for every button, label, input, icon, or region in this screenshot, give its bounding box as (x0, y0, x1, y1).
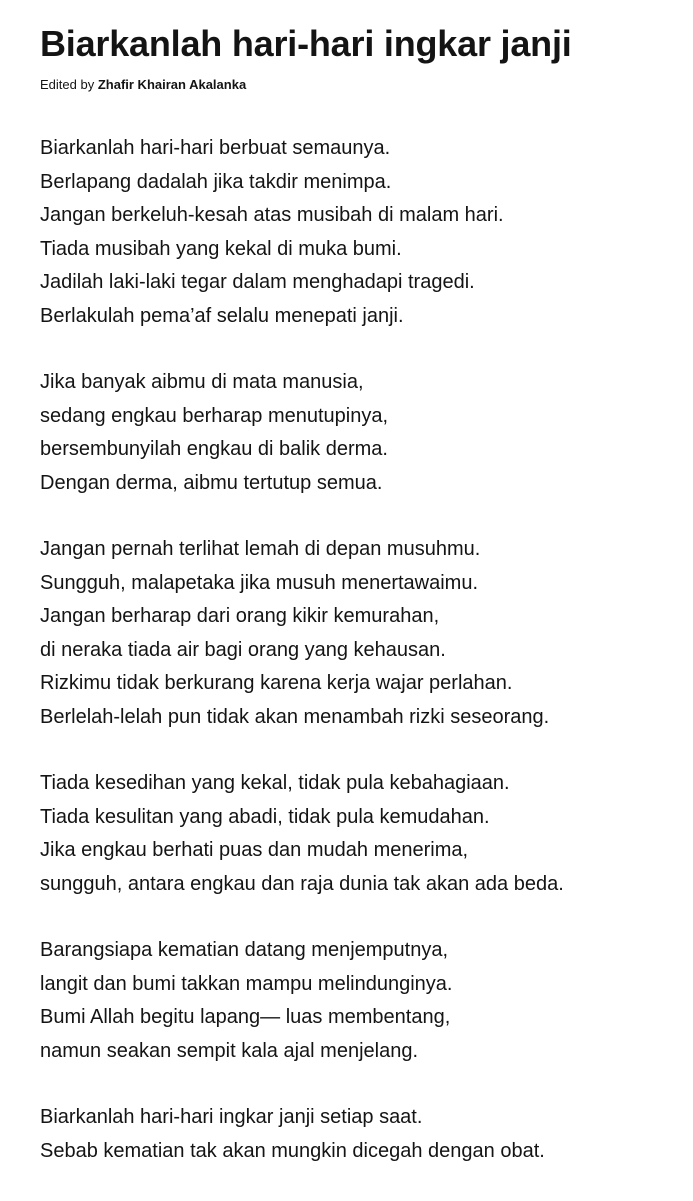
poem-line: di neraka tiada air bagi orang yang kehausan. (40, 638, 446, 661)
poem-line: Berlelah-lelah pun tidak akan menambah rizki seseorang. (40, 705, 550, 728)
poem-line: Berlakulah pema’af selalu menepati janji. (40, 304, 404, 327)
poem-line: Dengan derma, aibmu tertutup semua. (40, 471, 383, 494)
byline-prefix: Edited by (40, 77, 98, 92)
poem-line: Sebab kematian tak akan mungkin dicegah dengan obat. (40, 1139, 545, 1162)
poem-line: Biarkanlah hari-hari ingkar janji setiap saat. (40, 1106, 423, 1128)
poem-line: Rizkimu tidak berkurang karena kerja wajar perlahan. (40, 672, 513, 694)
poem-line: Biarkanlah hari-hari berbuat semaunya. (40, 137, 391, 159)
poem-line: Berlapang dadalah jika takdir menimpa. (40, 170, 392, 193)
poem-stanza (40, 533, 680, 734)
poem-body (40, 132, 680, 1201)
document-title: Biarkanlah hari-hari ingkar janji (40, 23, 572, 64)
poem-line: namun seakan sempit kala ajal menjelang. (40, 1039, 418, 1062)
author-name: Zhafir Khairan Akalanka (97, 77, 247, 92)
poem-stanza (40, 1101, 680, 1168)
poem-stanza (40, 767, 680, 901)
poem-line: bersembunyilah engkau di balik derma. (40, 438, 388, 460)
poem-line: Jangan pernah terlihat lemah di depan musuhmu. (40, 538, 481, 560)
poem-line: Bumi Allah begitu lapang— luas membentang, (40, 1006, 451, 1028)
poem-line: Jangan berkeluh-kesah atas musibah di malam hari. (40, 204, 504, 226)
poem-line: Jadilah laki-laki tegar dalam menghadapi tragedi. (40, 271, 475, 293)
poem-stanza (40, 366, 680, 500)
poem-line: sedang engkau berharap menutupinya, (40, 404, 389, 427)
poem-line: Tiada musibah yang kekal di muka bumi. (40, 237, 402, 260)
poem-line: langit dan bumi takkan mampu melindunginya. (40, 972, 453, 995)
poem-line: Sungguh, malapetaka jika musuh menertawaimu. (40, 571, 479, 594)
poem-line: Barangsiapa kematian datang menjemputnya, (40, 939, 449, 961)
poem-line: Jangan berharap dari orang kikir kemurahan, (40, 605, 440, 627)
poem-stanza (40, 132, 680, 333)
poem-line: Tiada kesedihan yang kekal, tidak pula kebahagiaan. (40, 772, 510, 794)
poem-stanza (40, 934, 680, 1068)
poem-line: Jika engkau berhati puas dan mudah menerima, (40, 839, 469, 861)
poem-line: Jika banyak aibmu di mata manusia, (40, 371, 364, 393)
poem-line: Tiada kesulitan yang abadi, tidak pula kemudahan. (40, 805, 490, 828)
byline (40, 76, 246, 94)
poem-line: sungguh, antara engkau dan raja dunia tak akan ada beda. (40, 872, 564, 895)
